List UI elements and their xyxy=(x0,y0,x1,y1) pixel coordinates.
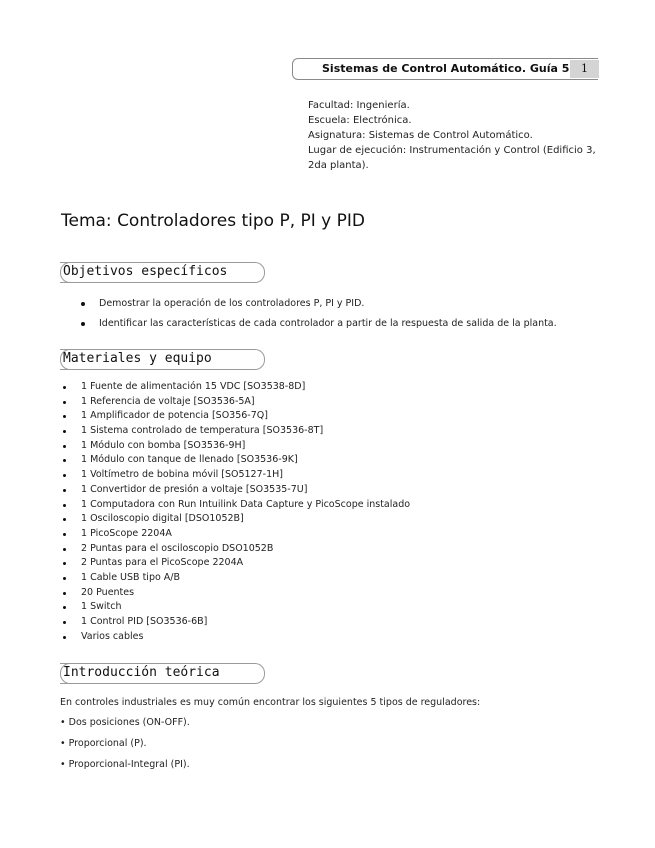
list-item: 1 Control PID [SO3536-6B] xyxy=(62,615,410,630)
list-item: • Proporcional (P). xyxy=(60,738,147,749)
list-item: 1 Osciloscopio digital [DSO1052B] xyxy=(62,512,410,527)
list-item: 1 Fuente de alimentación 15 VDC [SO3538-8D] xyxy=(62,380,410,395)
list-item: 20 Puentes xyxy=(62,586,410,601)
list-item: 1 Amplificador de potencia [SO356-7Q] xyxy=(62,409,410,424)
list-item: 1 Sistema controlado de temperatura [SO3536-8T] xyxy=(62,424,410,439)
list-item: • Proporcional-Integral (PI). xyxy=(60,759,190,770)
list-item: 1 PicoScope 2204A xyxy=(62,527,410,542)
list-item: 1 Switch xyxy=(62,600,410,615)
info-faculty: Facultad: Ingeniería. xyxy=(308,100,410,111)
list-item: 1 Cable USB tipo A/B xyxy=(62,571,410,586)
topic-heading: Tema: Controladores tipo P, PI y PID xyxy=(61,211,365,231)
info-block xyxy=(308,98,598,173)
intro-paragraph: En controles industriales es muy común encontrar los siguientes 5 tipos de reguladores: xyxy=(60,697,481,708)
list-item: Demostrar la operación de los controladores P, PI y PID. xyxy=(80,297,557,317)
list-item: Identificar las características de cada controlador a partir de la respuesta de salida de la planta. xyxy=(80,317,557,337)
info-subject: Asignatura: Sistemas de Control Automático. xyxy=(308,130,533,141)
materials-heading: Materiales y equipo xyxy=(63,351,212,366)
list-item: 2 Puntas para el osciloscopio DSO1052B xyxy=(62,542,410,557)
list-item: Varios cables xyxy=(62,630,410,645)
list-item: 1 Módulo con bomba [SO3536-9H] xyxy=(62,439,410,454)
materials-list xyxy=(62,380,410,644)
list-item: 1 Computadora con Run Intuilink Data Capture y PicoScope instalado xyxy=(62,498,410,513)
info-location: Lugar de ejecución: Instrumentación y Control (Edificio 3, 2da planta). xyxy=(308,145,596,171)
objectives-list xyxy=(80,297,557,337)
regulator-types-list xyxy=(60,716,190,779)
list-item: • Dos posiciones (ON-OFF). xyxy=(60,717,190,728)
info-school: Escuela: Electrónica. xyxy=(308,115,412,126)
header-title: Sistemas de Control Automático. Guía 5 xyxy=(322,62,570,75)
list-item: 1 Módulo con tanque de llenado [SO3536-9K] xyxy=(62,453,410,468)
list-item: 1 Voltímetro de bobina móvil [SO5127-1H] xyxy=(62,468,410,483)
list-item: 1 Convertidor de presión a voltaje [SO3535-7U] xyxy=(62,483,410,498)
list-item: 2 Puntas para el PicoScope 2204A xyxy=(62,556,410,571)
page-number: 1 xyxy=(570,60,599,78)
objectives-heading: Objetivos específicos xyxy=(63,264,228,279)
list-item: 1 Referencia de voltaje [SO3536-5A] xyxy=(62,395,410,410)
intro-heading: Introducción teórica xyxy=(63,665,220,680)
